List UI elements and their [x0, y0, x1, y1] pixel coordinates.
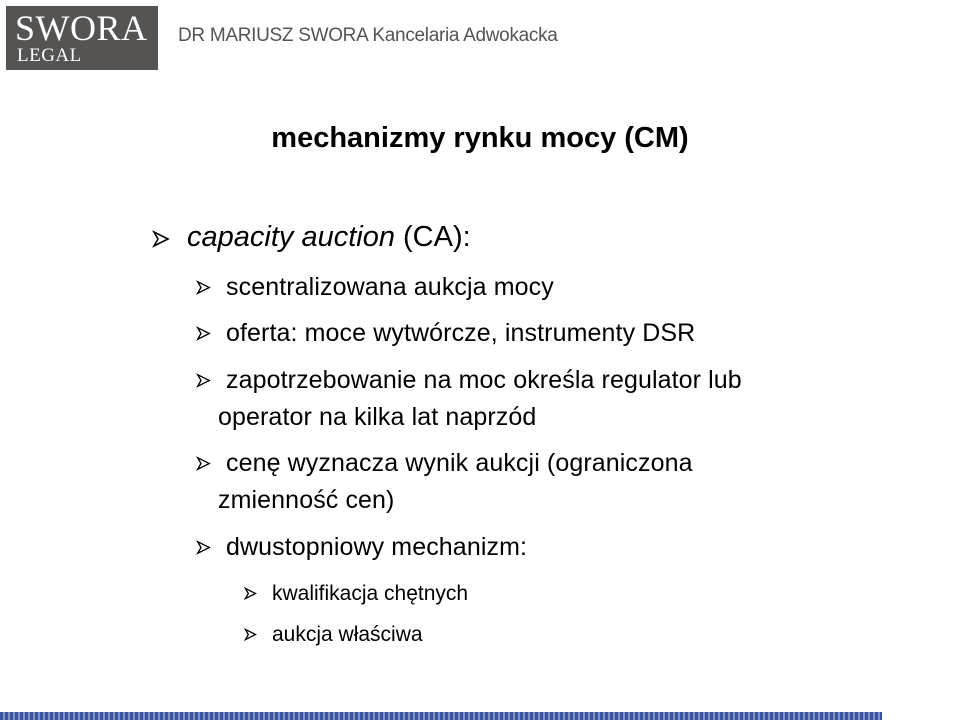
arrow-bullet-icon	[196, 326, 211, 341]
bullet-text-line2: zmienność cen)	[218, 486, 395, 514]
arrow-bullet-icon	[244, 587, 257, 600]
bullet-text: scentralizowana aukcja mocy	[226, 273, 554, 301]
bullet-text: (CA):	[394, 221, 471, 253]
arrow-bullet-icon	[196, 373, 211, 388]
bullet-text-line1: cenę wyznacza wynik aukcji (ograniczona	[226, 449, 693, 477]
sub-bullet-text: aukcja właściwa	[272, 623, 423, 646]
slide-title: mechanizmy rynku mocy (CM)	[271, 122, 689, 154]
logo-text-sub: LEGAL	[17, 45, 82, 66]
bullet-italic-text: capacity auction	[187, 221, 395, 253]
logo-text-main: SWORA	[15, 8, 148, 48]
arrow-bullet-icon	[196, 456, 211, 471]
arrow-bullet-icon	[196, 540, 211, 555]
bullet-text: oferta: moce wytwórcze, instrumenty DSR	[226, 319, 696, 347]
arrow-bullet-icon	[152, 230, 170, 248]
logo	[6, 6, 158, 70]
bullet-text: dwustopniowy mechanizm:	[226, 533, 528, 561]
arrow-bullet-icon	[196, 280, 211, 295]
footer-bar	[0, 712, 882, 720]
arrow-bullet-icon	[244, 628, 257, 641]
bullet-text-line1: zapotrzebowanie na moc określa regulator lub	[226, 366, 742, 394]
sub-bullet-text: kwalifikacja chętnych	[272, 582, 469, 605]
firm-name: DR MARIUSZ SWORA Kancelaria Adwokacka	[178, 25, 558, 46]
bullet-text-line2: operator na kilka lat naprzód	[218, 403, 537, 431]
